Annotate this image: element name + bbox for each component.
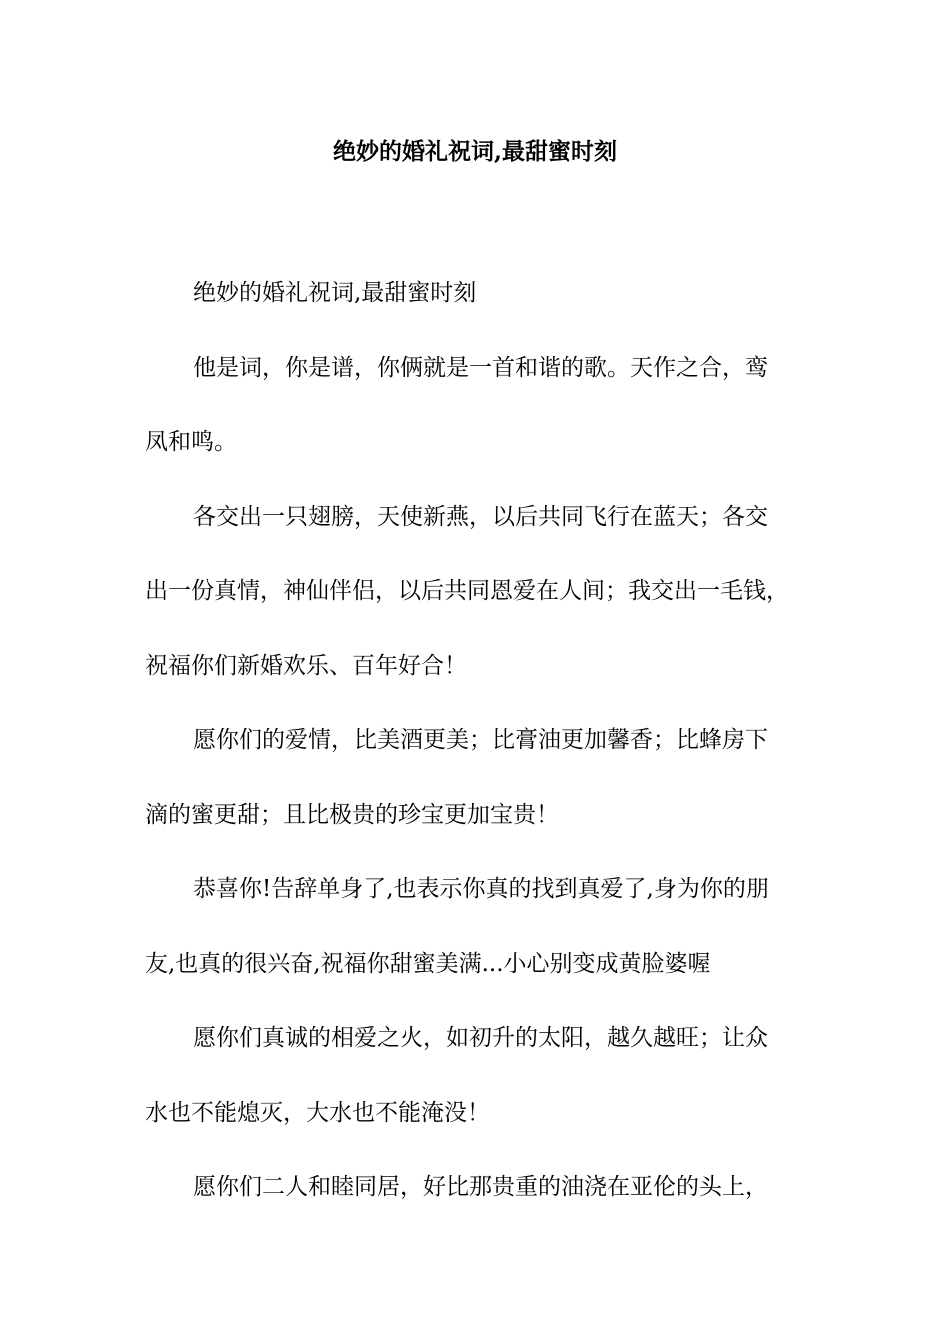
document-body (145, 256, 821, 1225)
text-line: 凤和鸣。 (145, 429, 237, 455)
paragraph (145, 1001, 821, 1150)
text-line: 水也不能熄灭，大水也不能淹没！ (145, 1099, 490, 1126)
paragraph (145, 852, 821, 1001)
text-line: 愿你们真诚的相爱之火，如初升的太阳，越久越旺；让众 (193, 1025, 768, 1051)
text-line: 恭喜你!告辞单身了,也表示你真的找到真爱了,身为你的朋 (193, 876, 769, 902)
text-line: 绝妙的婚礼祝词,最甜蜜时刻 (193, 280, 477, 306)
document-title: 绝妙的婚礼祝词,最甜蜜时刻 (332, 138, 617, 165)
paragraph-subtitle (145, 256, 821, 331)
text-line: 祝福你们新婚欢乐、百年好合！ (145, 652, 467, 679)
paragraph (145, 331, 821, 480)
text-line: 滴的蜜更甜；且比极贵的珍宝更加宝贵！ (145, 801, 559, 828)
paragraph (145, 703, 821, 852)
text-line: 各交出一只翅膀，天使新燕，以后共同飞行在蓝天；各交 (193, 503, 768, 530)
text-line: 愿你们的爱情，比美酒更美；比膏油更加馨香；比蜂房下 (193, 727, 768, 753)
text-line: 出一份真情，神仙伴侣，以后共同恩爱在人间；我交出一毛钱， (145, 578, 789, 604)
text-line: 愿你们二人和睦同居，好比那贵重的油浇在亚伦的头上， (193, 1174, 768, 1200)
paragraph (145, 480, 821, 704)
text-line: 友,也真的很兴奋,祝福你甜蜜美满...小心别变成黄脸婆喔 (145, 950, 711, 977)
paragraph (145, 1150, 821, 1225)
text-line: 他是词，你是谱，你俩就是一首和谐的歌。天作之合，鸾 (193, 354, 768, 381)
